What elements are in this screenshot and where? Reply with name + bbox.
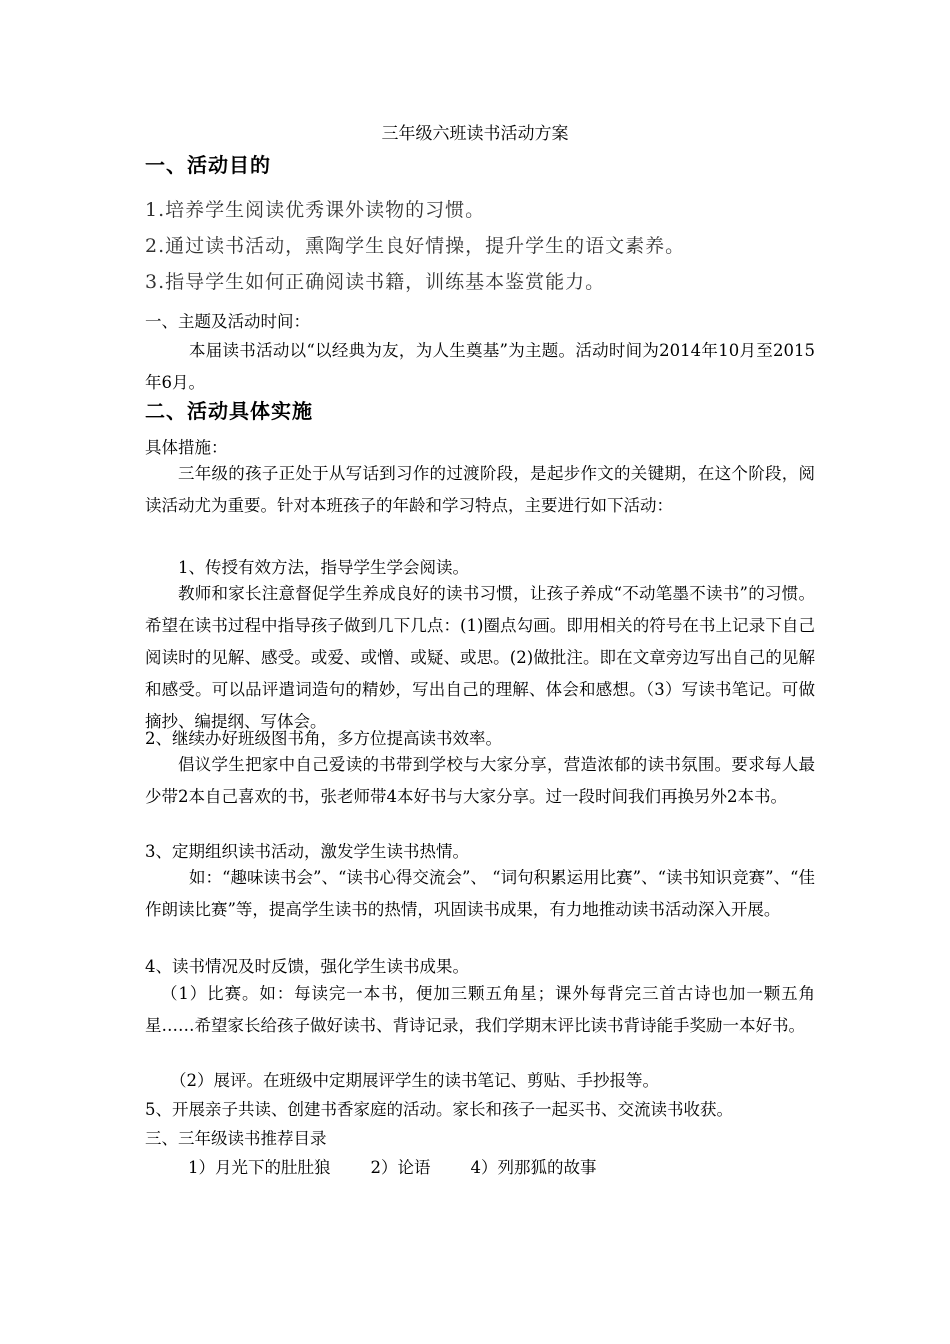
- item1-paragraph: 教师和家长注意督促学生养成良好的读书习惯，让孩子养成“不动笔墨不读书”的习惯。希望在读书过程中指导孩子做到几下几点：(1)圈点勾画。即用相关的符号在书上记录下自己阅读时的见解、感受。或爱、或憎、或疑、或思。(2)做批注。即在文章旁边写出自己的见解和感受。可以品评遣词造句的精妙，写出自己的理解、体会和感想。（3）写读书笔记。可做摘抄、编提纲、写体会。: [145, 584, 815, 731]
- item3-title: 3、定期组织读书活动，激发学生读书热情。: [145, 842, 469, 861]
- book-item-2: 2）论语: [370, 1158, 431, 1177]
- item4-paragraph-2: （2）展评。在班级中定期展评学生的读书笔记、剪贴、手抄报等。: [170, 1071, 659, 1090]
- page-title: 三年级六班读书活动方案: [381, 124, 569, 144]
- book-item-3: 4）列那狐的故事: [470, 1158, 597, 1177]
- measures-label: 具体措施：: [145, 438, 228, 457]
- item5-title: 5、开展亲子共读、创建书香家庭的活动。家长和孩子一起买书、交流读书收获。: [145, 1100, 733, 1119]
- section-heading-implementation: 二、活动具体实施: [145, 399, 313, 423]
- item3-paragraph: 如：“趣味读书会”、“读书心得交流会”、 “词句积累运用比赛”、“读书知识竞赛”、“佳作朗读比赛”等，提高学生读书的热情，巩固读书成果，有力地推动读书活动深入开展。: [145, 868, 815, 919]
- intro-paragraph: 三年级的孩子正处于从写话到习作的过渡阶段，是起步作文的关键期，在这个阶段，阅读活动尤为重要。针对本班孩子的年龄和学习特点，主要进行如下活动：: [145, 464, 815, 515]
- book-list: [188, 1156, 597, 1180]
- section-heading-booklist: 三、三年级读书推荐目录: [145, 1129, 327, 1148]
- item2-title: 2、继续办好班级图书角，多方位提高读书效率。: [145, 729, 502, 748]
- goal-item-3: 3.指导学生如何正确阅读书籍，训练基本鉴赏能力。: [145, 271, 606, 293]
- goal-item-1: 1.培养学生阅读优秀课外读物的习惯。: [145, 199, 486, 221]
- item1-title: 1、传授有效方法，指导学生学会阅读。: [178, 558, 469, 577]
- item2-paragraph: 倡议学生把家中自己爱读的书带到学校与大家分享，营造浓郁的读书氛围。要求每人最少带2本自己喜欢的书，张老师带4本好书与大家分享。过一段时间我们再换另外2本书。: [145, 755, 815, 806]
- goal-item-2: 2.通过读书活动，熏陶学生良好情操，提升学生的语文素养。: [145, 235, 686, 257]
- theme-heading: 一、主题及活动时间：: [145, 312, 310, 331]
- theme-paragraph: 本届读书活动以“以经典为友，为人生奠基”为主题。活动时间为2014年10月至2015年6月。: [145, 341, 815, 392]
- section-heading-goals: 一、活动目的: [145, 153, 271, 177]
- item4-paragraph-1: （1）比赛。如：每读完一本书，便加三颗五角星；课外每背完三首古诗也加一颗五角星……希望家长给孩子做好读书、背诗记录，我们学期末评比读书背诗能手奖励一本好书。: [145, 984, 815, 1035]
- item4-title: 4、读书情况及时反馈，强化学生读书成果。: [145, 957, 469, 976]
- book-item-1: 1）月光下的肚肚狼: [188, 1158, 331, 1177]
